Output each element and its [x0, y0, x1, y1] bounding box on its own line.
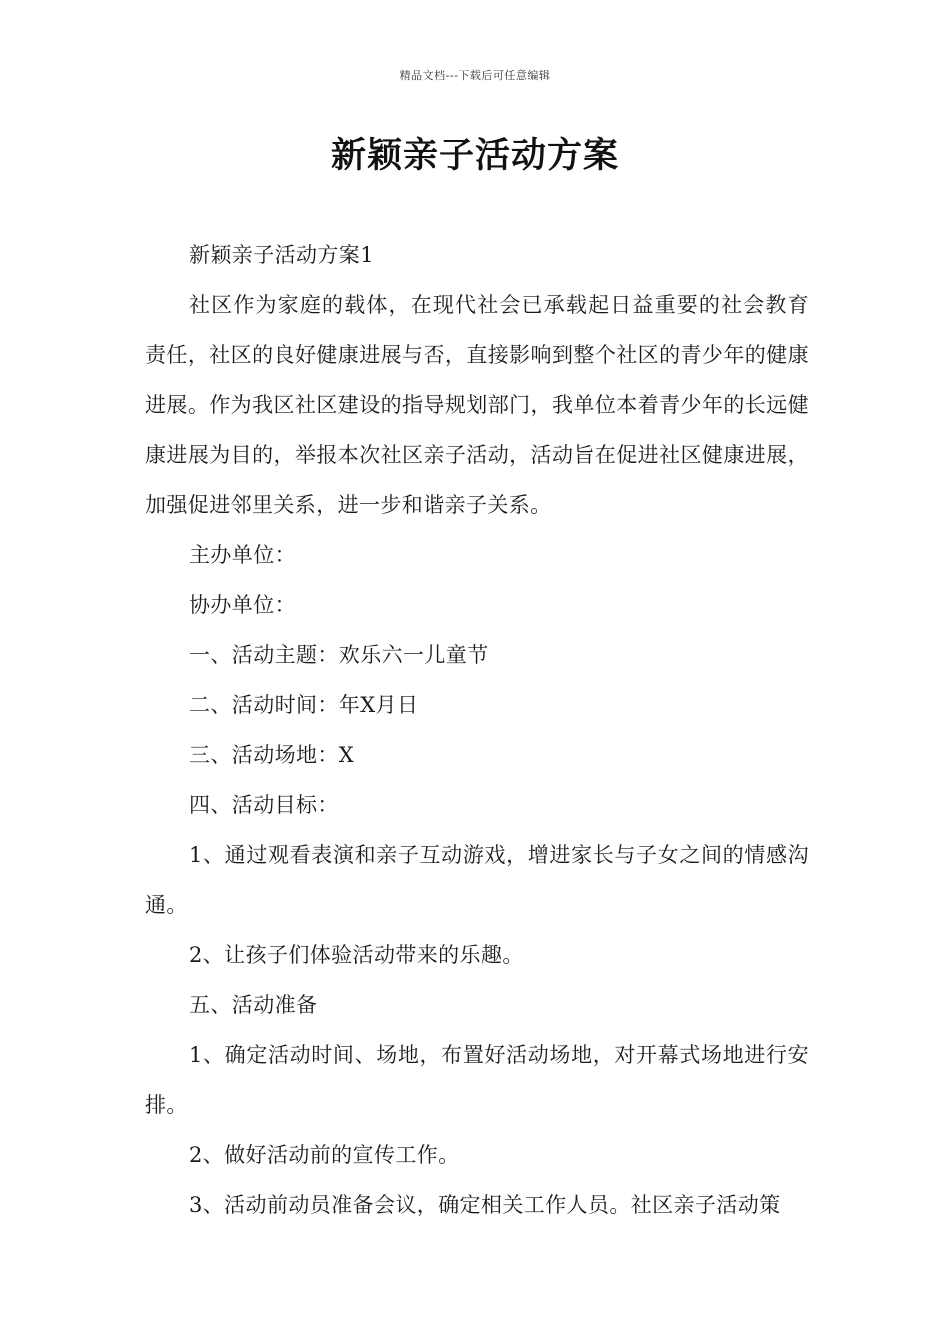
- goal-item: 2、让孩子们体验活动带来的乐趣。: [189, 943, 524, 967]
- document-title: 新颖亲子活动方案: [330, 135, 619, 176]
- goals-heading: 四、活动目标：: [189, 793, 339, 817]
- co-host-line: 协办单位：: [189, 593, 296, 617]
- preparation-item: 2、做好活动前的宣传工作。: [189, 1143, 460, 1167]
- time-line: 二、活动时间：年X月日: [189, 693, 419, 717]
- preparation-heading: 五、活动准备: [189, 993, 318, 1017]
- section-heading: 新颖亲子活动方案1: [189, 243, 374, 267]
- host-line: 主办单位：: [189, 543, 296, 567]
- intro-paragraph: 社区作为家庭的载体，在现代社会已承载起日益重要的社会教育责任，社区的良好健康进展与否，直接影响到整个社区的青少年的健康进展。作为我区社区建设的指导规划部门，我单位本着青少年的长远健康进展为目的，举报本次社区亲子活动，活动旨在促进社区健康进展，加强促进邻里关系，进一步和谐亲子关系。: [145, 293, 809, 517]
- theme-line: 一、活动主题：欢乐六一儿童节: [189, 643, 489, 667]
- preparation-item: 1、确定活动时间、场地，布置好活动场地，对开幕式场地进行安排。: [145, 1043, 809, 1117]
- goal-item: 1、通过观看表演和亲子互动游戏，增进家长与子女之间的情感沟通。: [145, 843, 809, 917]
- preparation-item: 3、活动前动员准备会议，确定相关工作人员。社区亲子活动策: [189, 1193, 781, 1217]
- header-note: 精品文档---下载后可任意编辑: [399, 69, 551, 82]
- document-body: [145, 230, 809, 1230]
- venue-line: 三、活动场地：X: [189, 743, 355, 767]
